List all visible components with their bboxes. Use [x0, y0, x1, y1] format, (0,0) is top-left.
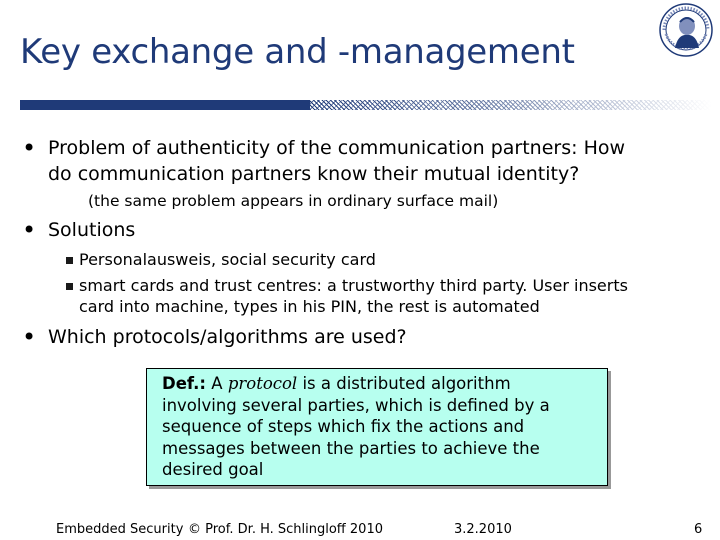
- definition-line-4: messages between the parties to achieve the: [162, 438, 540, 458]
- bullet-icon: •: [22, 134, 37, 162]
- bullet-3-text: Which protocols/algorithms are used?: [48, 326, 407, 348]
- definition-emphasis: protocol: [227, 374, 298, 393]
- sub-bullet-square-icon: [66, 257, 73, 264]
- sub-bullet-1-text: Personalausweis, social security card: [79, 250, 376, 269]
- definition-line-1: [162, 373, 602, 395]
- footer-page-number: 6: [694, 522, 703, 537]
- definition-line-2: involving several parties, which is defined by a: [162, 395, 550, 415]
- bullet-2-text: Solutions: [48, 219, 136, 241]
- title-underline-dither: [310, 100, 712, 110]
- footer-course: Embedded Security: [56, 522, 184, 537]
- definition-text: [162, 373, 602, 481]
- bullet-1-note: (the same problem appears in ordinary surface mail): [88, 192, 499, 210]
- definition-line-5: desired goal: [162, 460, 264, 480]
- definition-term: Def.:: [162, 374, 207, 393]
- definition-line-1-rest: is a distributed algorithm: [297, 374, 511, 393]
- bullet-1-line-2: do communication partners know their mutual identity?: [48, 163, 580, 185]
- bullet-1-line-1: Problem of authenticity of the communication partners: How: [48, 137, 626, 159]
- sub-bullet-2-line-1: smart cards and trust centres: a trustworthy third party. User inserts: [79, 276, 628, 295]
- sub-bullet-2-line-2: card into machine, types in his PIN, the rest is automated: [79, 297, 540, 316]
- definition-pre: A: [206, 374, 228, 393]
- university-seal-icon: [658, 2, 714, 58]
- slide-title: Key exchange and -management: [20, 32, 575, 72]
- bullet-icon: •: [22, 323, 37, 351]
- bullet-icon: •: [22, 216, 37, 244]
- definition-box: [146, 368, 608, 486]
- title-underline: [20, 100, 712, 110]
- definition-line-3: sequence of steps which fix the actions and: [162, 417, 525, 437]
- sub-bullet-square-icon: [66, 283, 73, 290]
- title-underline-solid: [20, 100, 310, 110]
- footer-date: 3.2.2010: [454, 522, 512, 537]
- footer-author: © Prof. Dr. H. Schlingloff 2010: [188, 522, 383, 537]
